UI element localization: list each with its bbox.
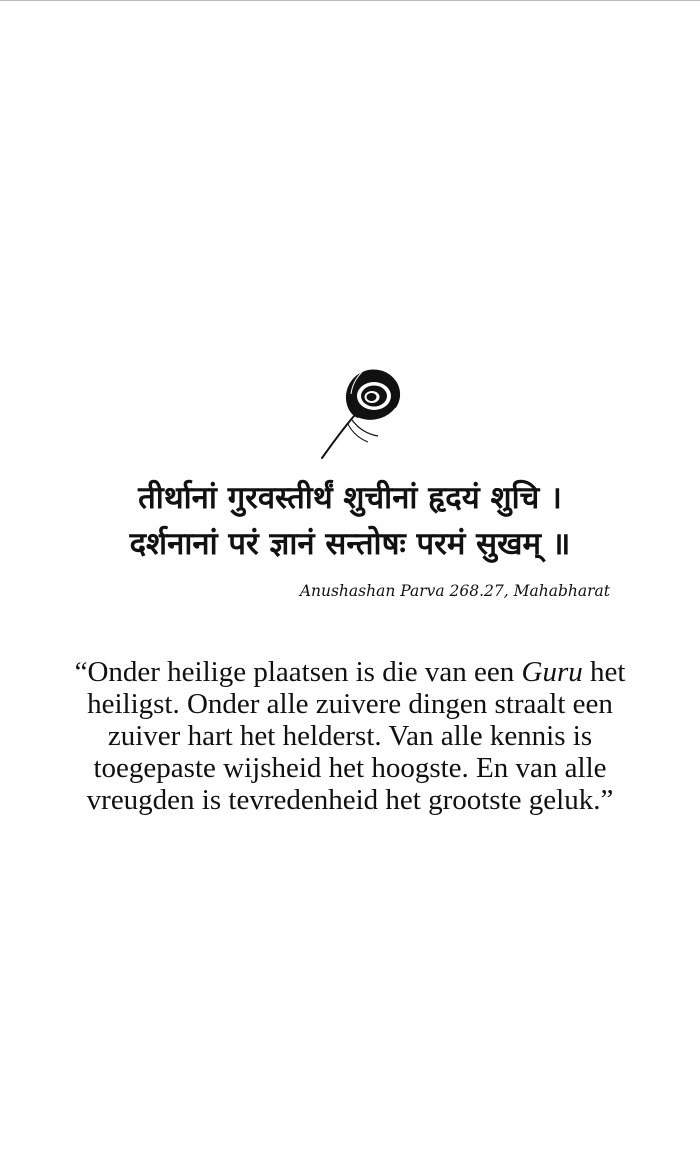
translation-emphasis: Guru — [521, 656, 583, 688]
verse-source-citation: Anushashan Parva 268.27, Mahabharat — [299, 582, 610, 600]
top-border — [0, 0, 700, 1]
translation-part-1: “Onder heilige plaatsen is die van een — [74, 656, 515, 688]
dutch-translation — [70, 656, 630, 816]
sanskrit-verse-line-2: दर्शनानां परं ज्ञानं सन्तोषः परमं सुखम् ॥ — [129, 526, 571, 562]
translation-part-2: het heiligst. Onder alle zuivere dingen straalt een zuiver hart het helderst. Van alle kennis is toegepaste wijsheid het hoogste. En van alle vreugden is tevredenheid het grootste geluk.” — [86, 656, 626, 816]
sanskrit-verse-line-1: तीर्थानां गुरवस्तीर्थं शुचीनां हृदयं शुचि । — [138, 480, 562, 516]
peacock-feather-icon — [318, 364, 408, 460]
